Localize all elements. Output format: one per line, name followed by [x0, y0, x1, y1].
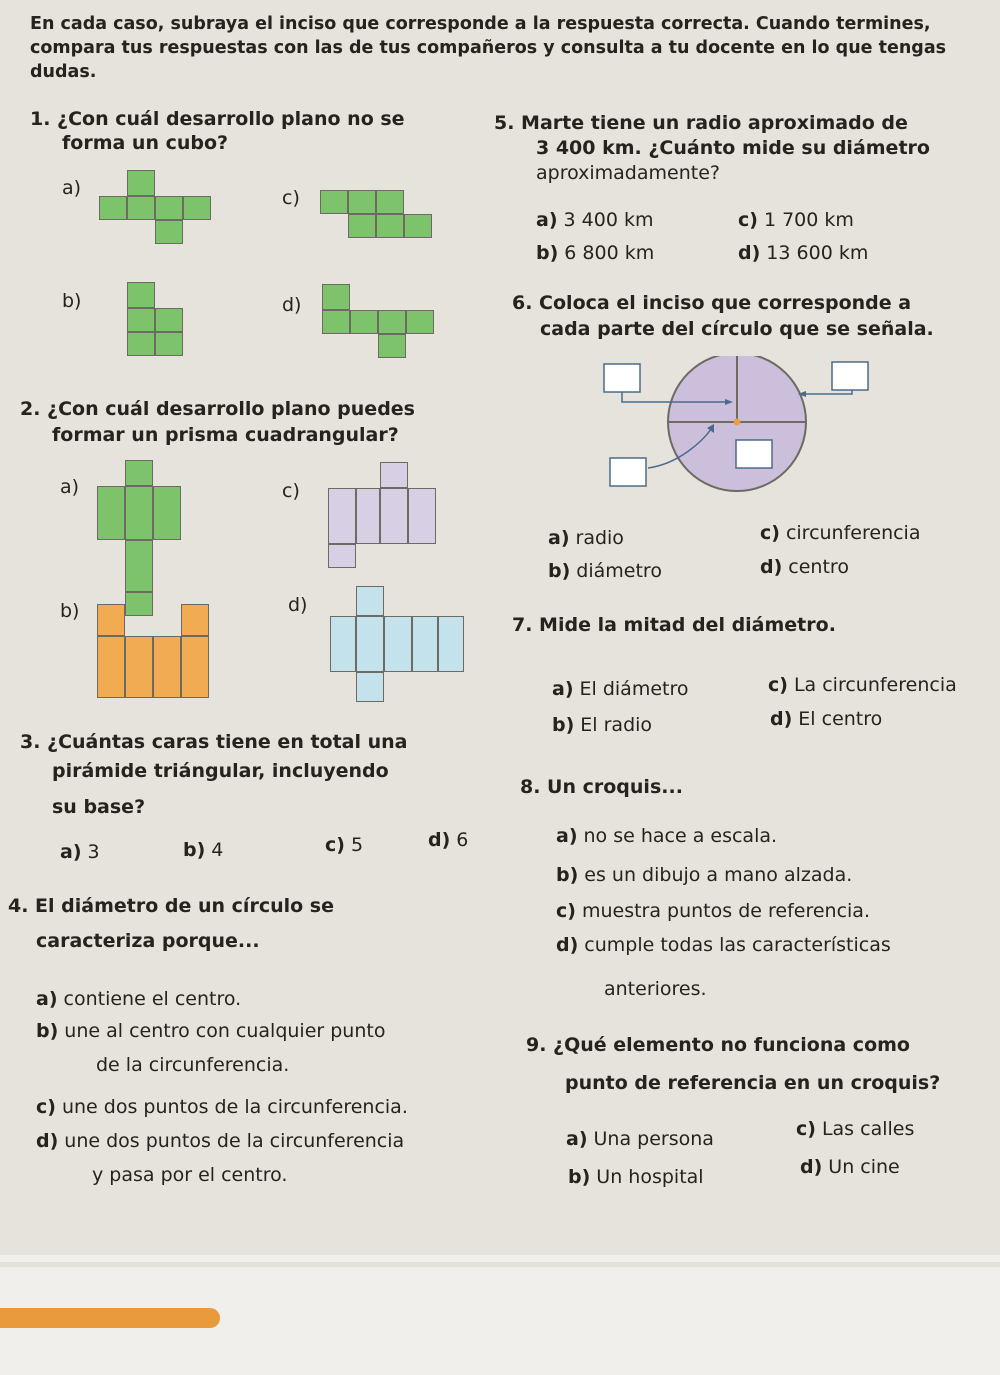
q3-option-d-text: 6: [456, 829, 469, 851]
q1-prompt-line1: 1. ¿Con cuál desarrollo plano no se: [30, 108, 405, 130]
center-dot: [734, 419, 741, 426]
q8-option-a[interactable]: [556, 823, 777, 849]
q8-prompt: 8. Un croquis...: [520, 776, 683, 798]
q6-option-b-label: b): [548, 560, 571, 582]
q7-option-a[interactable]: [552, 676, 689, 702]
q9-option-c-text: Las calles: [821, 1118, 915, 1140]
q6-option-d-label: d): [760, 556, 783, 578]
q8-option-b[interactable]: [556, 862, 852, 888]
q6-option-c[interactable]: [760, 520, 920, 546]
q1-option-a-label[interactable]: a): [62, 177, 82, 199]
q8-option-d-label: d): [556, 934, 579, 956]
q8-option-a-text: no se hace a escala.: [583, 825, 778, 847]
q4-option-b-text-line2: de la circunferencia.: [96, 1054, 290, 1076]
q9-option-d[interactable]: [800, 1154, 900, 1180]
q1-option-c-label[interactable]: c): [282, 187, 300, 209]
q4-option-c-text: une dos puntos de la circunferencia.: [61, 1096, 408, 1118]
q5-option-d-label: d): [738, 242, 761, 264]
q9-option-c-label: c): [796, 1118, 816, 1140]
q6-option-a-label: a): [548, 527, 570, 549]
q7-option-b[interactable]: [552, 712, 652, 738]
q2-prompt-line1: 2. ¿Con cuál desarrollo plano puedes: [20, 398, 415, 420]
q5-option-b-label: b): [536, 242, 559, 264]
q2-option-b-label[interactable]: b): [60, 600, 80, 622]
q8-option-c-text: muestra puntos de referencia.: [581, 900, 870, 922]
q4-option-b-label: b): [36, 1020, 59, 1042]
q7-option-c-label: c): [768, 674, 788, 696]
q6-option-d-text: centro: [788, 556, 849, 578]
q5-option-a[interactable]: [536, 207, 653, 233]
q4-option-a-text: contiene el centro.: [63, 988, 242, 1010]
q3-option-d[interactable]: [428, 827, 468, 853]
q7-option-d-label: d): [770, 708, 793, 730]
q7-option-b-label: b): [552, 714, 575, 736]
q7-option-b-text: El radio: [580, 714, 653, 736]
circle-diagram: [590, 356, 890, 502]
q9-option-a-text: Una persona: [593, 1128, 714, 1150]
q3-option-b-text: 4: [211, 839, 224, 861]
q3-option-b[interactable]: [183, 837, 223, 863]
q4-option-c[interactable]: [36, 1094, 408, 1120]
answer-box-radius: [604, 364, 640, 392]
q9-option-b-label: b): [568, 1166, 591, 1188]
q5-option-d-text: 13 600 km: [766, 242, 869, 264]
q7-option-a-text: El diámetro: [579, 678, 689, 700]
q4-prompt-line2: caracteriza porque...: [36, 930, 260, 952]
q4-option-d[interactable]: [36, 1128, 404, 1154]
q9-prompt-line2: punto de referencia en un croquis?: [565, 1072, 941, 1094]
answer-box-diameter: [610, 458, 646, 486]
q4-option-d-label: d): [36, 1130, 59, 1152]
q3-prompt-line1: 3. ¿Cuántas caras tiene en total una: [20, 731, 408, 753]
q6-option-a[interactable]: [548, 525, 624, 551]
q9-option-b[interactable]: [568, 1164, 704, 1190]
q9-option-a-label: a): [566, 1128, 588, 1150]
q5-option-c[interactable]: [738, 207, 854, 233]
q4-option-d-text-line2: y pasa por el centro.: [92, 1164, 288, 1186]
q6-option-c-label: c): [760, 522, 780, 544]
q4-option-c-label: c): [36, 1096, 56, 1118]
q9-prompt-line1: 9. ¿Qué elemento no funciona como: [526, 1034, 910, 1056]
q5-prompt-line2: 3 400 km. ¿Cuánto mide su diámetro: [536, 137, 930, 159]
q6-option-d[interactable]: [760, 554, 849, 580]
q4-option-a-label: a): [36, 988, 58, 1010]
q7-prompt: 7. Mide la mitad del diámetro.: [512, 614, 836, 636]
q2-prompt-line2: formar un prisma cuadrangular?: [52, 424, 399, 446]
q7-option-d-text: El centro: [798, 708, 883, 730]
answer-box-circumference: [832, 362, 868, 390]
q9-option-d-label: d): [800, 1156, 823, 1178]
q5-option-a-text: 3 400 km: [563, 209, 654, 231]
q5-prompt-line1: 5. Marte tiene un radio aproximado de: [494, 112, 908, 134]
q5-option-c-text: 1 700 km: [763, 209, 854, 231]
q5-option-c-label: c): [738, 209, 758, 231]
q8-option-d-text: cumple todas las características: [584, 934, 891, 956]
q7-option-d[interactable]: [770, 706, 882, 732]
q2-option-c-label[interactable]: c): [282, 480, 300, 502]
q9-option-c[interactable]: [796, 1116, 914, 1142]
q3-prompt-line3: su base?: [52, 796, 146, 818]
q8-option-b-text: es un dibujo a mano alzada.: [584, 864, 853, 886]
q9-option-b-text: Un hospital: [596, 1166, 704, 1188]
q5-option-b-text: 6 800 km: [564, 242, 655, 264]
page-divider: [0, 1262, 1000, 1267]
q6-option-c-text: circunferencia: [785, 522, 921, 544]
q1-option-b-label[interactable]: b): [62, 290, 82, 312]
q4-option-d-text: une dos puntos de la circunferencia: [64, 1130, 405, 1152]
q6-prompt-line2: cada parte del círculo que se señala.: [540, 318, 934, 340]
q5-prompt-line3: aproximadamente?: [536, 162, 720, 184]
q6-option-b[interactable]: [548, 558, 662, 584]
q8-option-d-text-line2: anteriores.: [604, 978, 707, 1000]
q2-option-a-label[interactable]: a): [60, 476, 80, 498]
q3-option-c[interactable]: [325, 832, 363, 858]
q7-option-a-label: a): [552, 678, 574, 700]
q5-option-b[interactable]: [536, 240, 654, 266]
q8-option-d[interactable]: [556, 932, 891, 958]
q8-option-a-label: a): [556, 825, 578, 847]
q8-option-c-label: c): [556, 900, 576, 922]
q3-option-a[interactable]: [60, 839, 100, 865]
instructions: En cada caso, subraya el inciso que corresponde a la respuesta correcta. Cuando termines, compara tus respuestas con las de tus compañeros y consulta a tu docente en lo que tengas dudas.: [30, 14, 947, 82]
q1-option-d-label[interactable]: d): [282, 294, 302, 316]
q3-option-c-label: c): [325, 834, 345, 856]
q7-option-c-text: La circunferencia: [793, 674, 957, 696]
q9-option-a[interactable]: [566, 1126, 714, 1152]
q8-option-b-label: b): [556, 864, 579, 886]
q4-option-b-text: une al centro con cualquier punto: [64, 1020, 386, 1042]
q5-option-d[interactable]: [738, 240, 868, 266]
q3-option-d-label: d): [428, 829, 451, 851]
q4-prompt-line1: 4. El diámetro de un círculo se: [8, 895, 334, 917]
answer-box-center: [736, 440, 772, 468]
q5-option-a-label: a): [536, 209, 558, 231]
q7-option-c[interactable]: [768, 672, 957, 698]
q3-option-a-text: 3: [87, 841, 100, 863]
q2-option-d-label[interactable]: d): [288, 594, 308, 616]
q8-option-c[interactable]: [556, 898, 870, 924]
orange-footer-tab: [0, 1308, 220, 1328]
q4-option-b[interactable]: [36, 1018, 385, 1044]
q1-prompt-line2: forma un cubo?: [62, 132, 229, 154]
q9-option-d-text: Un cine: [828, 1156, 900, 1178]
q6-option-a-text: radio: [575, 527, 624, 549]
q6-prompt-line1: 6. Coloca el inciso que corresponde a: [512, 292, 912, 314]
q3-option-b-label: b): [183, 839, 206, 861]
q6-option-b-text: diámetro: [576, 560, 662, 582]
q4-option-a[interactable]: [36, 986, 241, 1012]
q3-option-c-text: 5: [350, 834, 364, 856]
q3-option-a-label: a): [60, 841, 82, 863]
q3-prompt-line2: pirámide triángular, incluyendo: [52, 760, 389, 782]
